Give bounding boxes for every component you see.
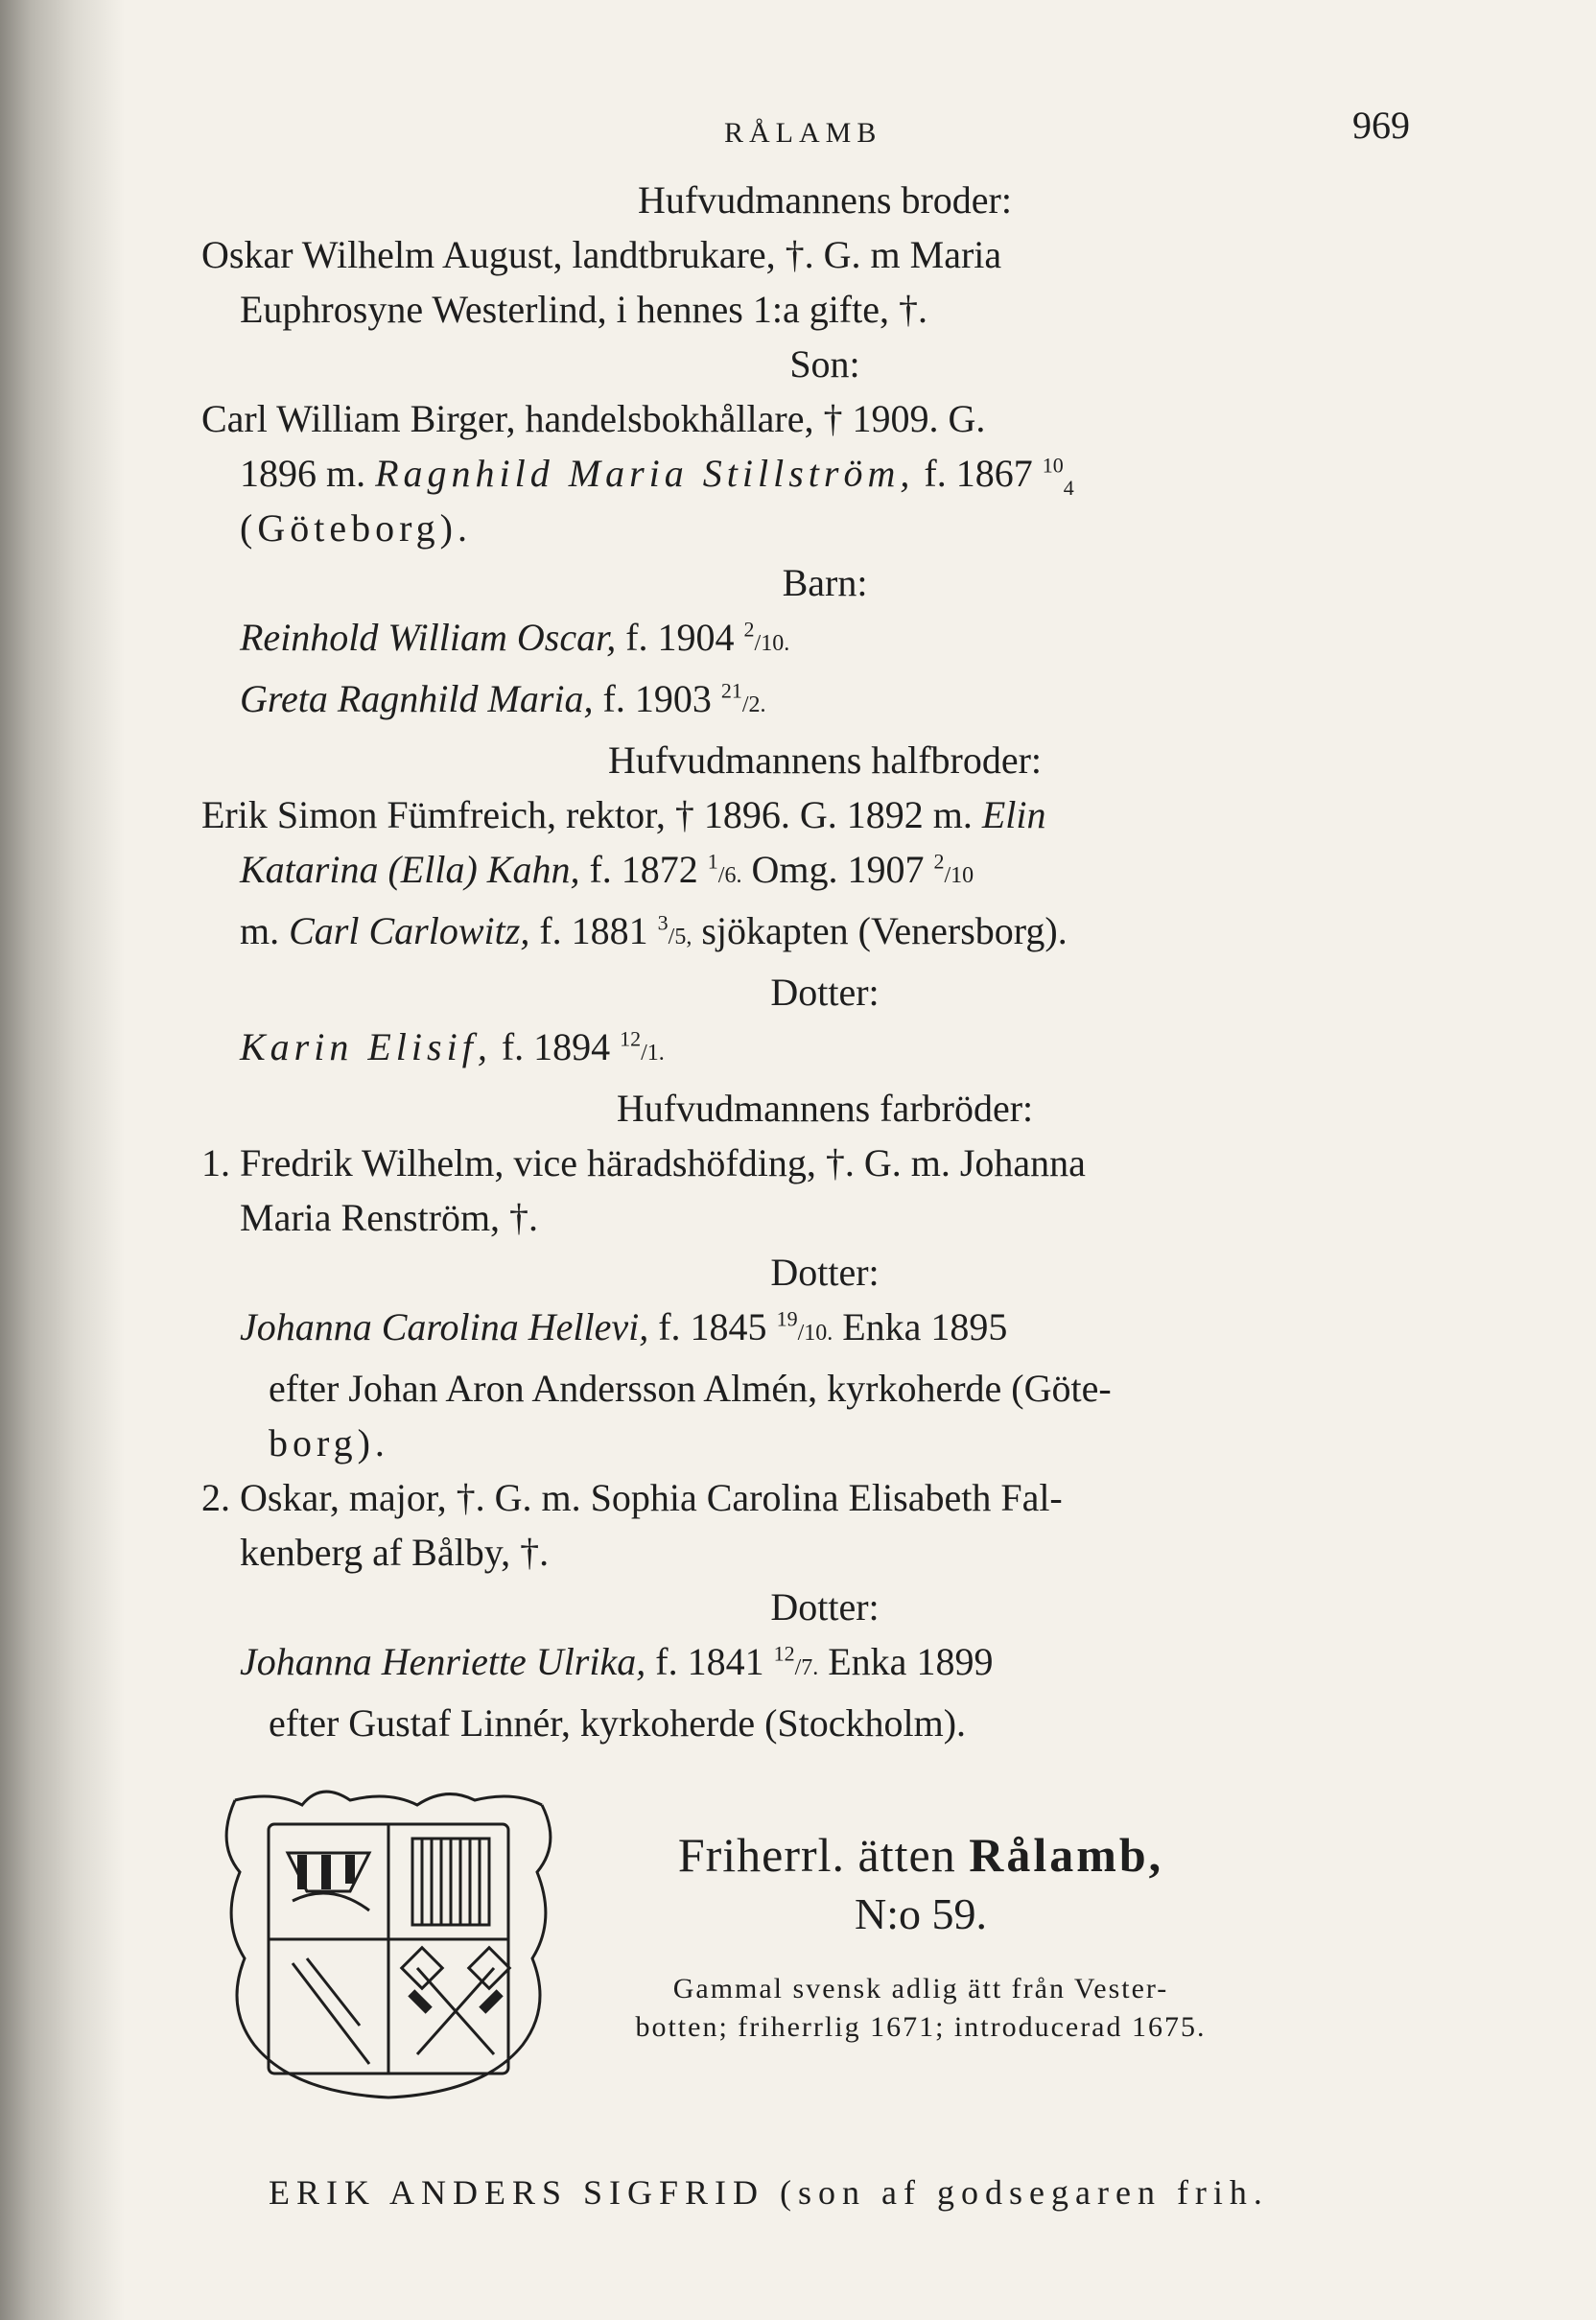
arms-caption bbox=[575, 1786, 1266, 2047]
date-sup: 3 bbox=[657, 910, 669, 935]
text-span: 1896 m. bbox=[240, 452, 376, 495]
family-number: N:o 59. bbox=[855, 1889, 987, 1938]
text-span: m. bbox=[240, 909, 290, 952]
text-span: f. 1845 bbox=[648, 1305, 777, 1348]
text-span: sjökapten (Venersborg). bbox=[692, 909, 1068, 952]
date-sup: 12 bbox=[620, 1026, 642, 1051]
page-header bbox=[201, 96, 1448, 173]
page-number: 969 bbox=[1352, 104, 1410, 147]
text-span: f. 1894 bbox=[491, 1025, 621, 1068]
text-span: f. 1903 bbox=[593, 677, 721, 720]
coat-of-arms-icon bbox=[216, 1786, 561, 2102]
section-heading: Dotter: bbox=[770, 971, 880, 1014]
date-sub: 4 bbox=[1063, 476, 1074, 500]
name-italic: Katarina (Ella) Kahn, bbox=[240, 848, 580, 891]
text-line bbox=[201, 903, 1448, 965]
text-span: Omg. 1907 bbox=[741, 848, 934, 891]
text-line bbox=[201, 787, 1448, 842]
text-line: efter Gustaf Linnér, kyrkoherde (Stockholm). bbox=[269, 1701, 967, 1745]
text-span: f. 1841 bbox=[645, 1640, 774, 1683]
text-span: f. 1872 bbox=[579, 848, 708, 891]
text-line: kenberg af Bålby, †. bbox=[240, 1531, 550, 1574]
text-line: 2. Oskar, major, †. G. m. Sophia Carolina Elisabeth Fal- bbox=[201, 1476, 1063, 1519]
text-line bbox=[201, 842, 1448, 903]
footer-line: ERIK ANDERS SIGFRID (son af godsegaren frih. bbox=[269, 2173, 1269, 2212]
text-span: Enka 1899 bbox=[818, 1640, 994, 1683]
text-line: 1. Fredrik Wilhelm, vice häradshöfding, †. G. m. Johanna bbox=[201, 1141, 1086, 1184]
text-line: Maria Renström, †. bbox=[240, 1196, 539, 1239]
date-sub: /2. bbox=[741, 692, 766, 717]
section-heading: Son: bbox=[789, 342, 860, 386]
text-span: f. 1881 bbox=[529, 909, 658, 952]
text-line bbox=[201, 446, 1448, 501]
text-line bbox=[201, 671, 1448, 733]
family-note-line: botten; friherrlig 1671; introducerad 1675. bbox=[635, 2011, 1207, 2043]
date-sub: /10. bbox=[754, 631, 790, 656]
text-line: Carl William Birger, handelsbokhållare, † 1909. G. bbox=[201, 397, 986, 440]
family-note-line: Gammal svensk adlig ätt från Vester- bbox=[672, 1973, 1169, 2004]
section-heading: Dotter: bbox=[770, 1251, 880, 1294]
section-heading: Barn: bbox=[782, 561, 868, 604]
date-sup: 2 bbox=[933, 849, 945, 874]
text-line: (Göteborg). bbox=[240, 506, 472, 550]
text-span: Erik Simon Fümfreich, rektor, † 1896. G. 1892 m. bbox=[201, 793, 982, 836]
text-line bbox=[201, 610, 1448, 671]
name-italic: Carl Carlowitz, bbox=[289, 909, 530, 952]
name-italic: Karin Elisif, bbox=[240, 1025, 492, 1068]
date-sub: /1. bbox=[641, 1041, 665, 1066]
name-italic: Greta Ragnhild Maria, bbox=[240, 677, 594, 720]
text-span: Enka 1895 bbox=[833, 1305, 1008, 1348]
text-span: f. 1867 bbox=[914, 452, 1043, 495]
text-line: borg). bbox=[269, 1421, 389, 1465]
text-line: Oskar Wilhelm August, landtbrukare, †. G. m Maria bbox=[201, 233, 1002, 276]
section-heading: Hufvudmannens farbröder: bbox=[616, 1087, 1034, 1130]
date-sub: /7. bbox=[794, 1655, 819, 1680]
date-sub: /10 bbox=[944, 863, 974, 888]
name-italic: Reinhold William Oscar, bbox=[240, 616, 617, 659]
text-span: f. 1904 bbox=[616, 616, 744, 659]
date-sub: /10. bbox=[797, 1321, 833, 1346]
date-sup: 21 bbox=[720, 678, 742, 703]
name-italic: Johanna Carolina Hellevi, bbox=[240, 1305, 649, 1348]
running-title: RÅLAMB bbox=[724, 117, 882, 149]
text-line bbox=[201, 1634, 1448, 1696]
section-heading: Dotter: bbox=[770, 1585, 880, 1629]
title-text: Friherrl. ätten bbox=[677, 1828, 970, 1882]
text-line: efter Johan Aron Andersson Almén, kyrkoherde (Göte- bbox=[269, 1367, 1112, 1410]
section-heading: Hufvudmannens broder: bbox=[638, 178, 1012, 222]
name-italic: Johanna Henriette Ulrika, bbox=[240, 1640, 646, 1683]
text-line bbox=[201, 1019, 1448, 1081]
text-line bbox=[201, 1300, 1448, 1361]
date-sup: 2 bbox=[743, 617, 755, 642]
book-binding-shadow bbox=[0, 0, 125, 2320]
family-title bbox=[575, 1824, 1266, 1886]
date-sup: 1 bbox=[707, 849, 718, 874]
coat-of-arms-section bbox=[216, 1786, 1463, 2102]
text-line: Euphrosyne Westerlind, i hennes 1:a gifte, †. bbox=[240, 288, 927, 331]
name-italic: Ragnhild Maria Stillström, bbox=[375, 452, 915, 495]
date-sup: 19 bbox=[776, 1306, 798, 1331]
date-sup: 12 bbox=[773, 1641, 795, 1666]
page-body bbox=[201, 96, 1448, 1750]
section-heading: Hufvudmannens halfbroder: bbox=[607, 738, 1043, 782]
name-italic: Elin bbox=[981, 793, 1046, 836]
family-name: Rålamb, bbox=[969, 1828, 1164, 1882]
date-sub: /5, bbox=[668, 925, 692, 949]
date-sup: 10 bbox=[1042, 453, 1064, 478]
date-sub: /6. bbox=[717, 863, 742, 888]
